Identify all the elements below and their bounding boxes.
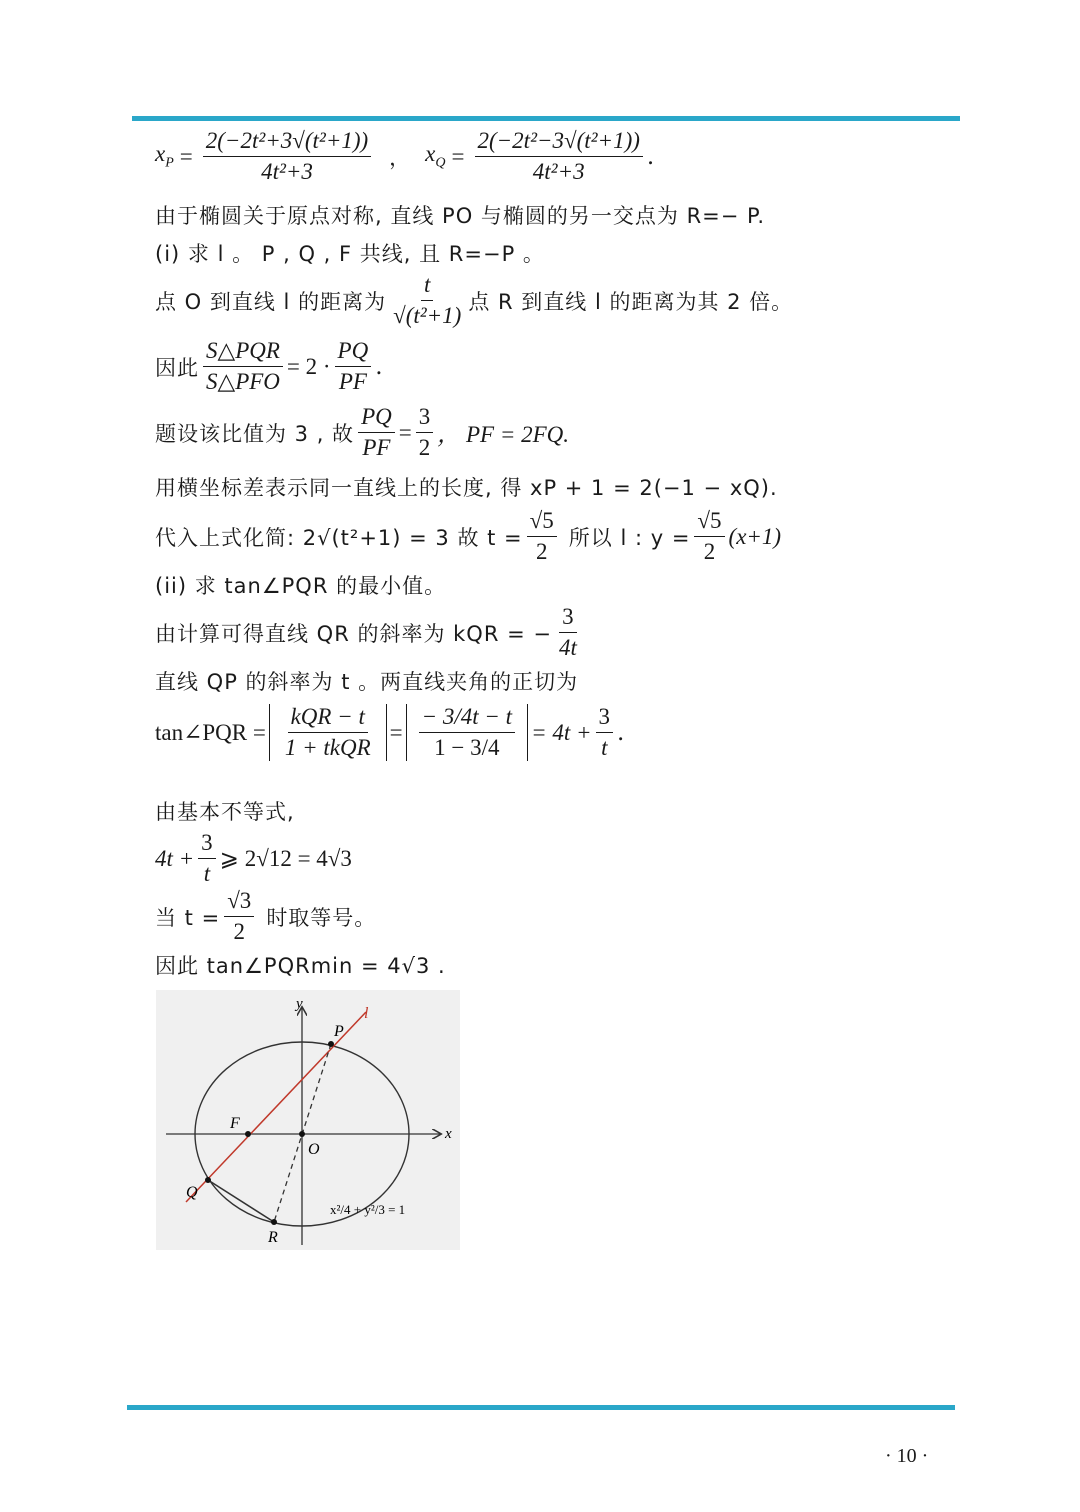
line-l [186, 1012, 366, 1202]
ellipse-equation: x²/4 + y²/3 = 1 [330, 1202, 406, 1217]
pq-pf-fraction: $\frac{PQ}{PF}$ [335, 338, 372, 395]
ratio-three-line: 题设该比值为 3 , 故 $\frac{PQ}{PF}$ = $\frac{3}{2}$ ， PF = 2FQ. [155, 404, 569, 460]
ellipse-figure [156, 990, 460, 1250]
part-i-heading: (i) 求 l 。 P , Q , F 共线, 且 R=−P 。 [155, 242, 545, 266]
t-value-fraction: $\frac{√5}{2}$ [527, 508, 557, 565]
point-o [299, 1131, 305, 1137]
top-rule [132, 116, 960, 121]
area-ratio-line: 因此 $\frac{\text{S△PQR}}{\text{S△PFO}}$ = 2 · $\frac{PQ}{PF}$ . [155, 338, 383, 394]
tan-fraction-2: $\frac{- 3/4t - t}{1 - 3/4}$ [419, 704, 515, 761]
slope-qr-fraction: $\frac{3}{4t}$ [558, 604, 577, 660]
distance-fraction: $\frac{t}{\text{√(t²+1)}}$ [393, 272, 462, 328]
tan-formula-line: tan∠PQR = $\frac{\text{kQR − t}}{\text{1 + tkQR}}$ = $\frac{- 3/4t - t}{1 - 3/4}$ = 4t + $\frac{3}{t}$ . [155, 704, 625, 760]
part-ii-heading: (ii) 求 tan∠PQR 的最小值。 [155, 574, 447, 598]
point-r [271, 1219, 277, 1225]
slope-qr-line: 由计算可得直线 QR 的斜率为 kQR = − $\frac{3}{4t}$ [155, 604, 584, 661]
am-gm-heading: 由基本不等式, [155, 800, 295, 824]
slope-fraction: $\frac{√5}{2}$ [694, 508, 724, 565]
point-q [205, 1177, 211, 1183]
xq-denominator: 4t²+3 [532, 159, 585, 184]
xp-fraction [203, 128, 371, 185]
xp-xq-line: $x_P$ = $\frac{\text{2(−2t²+3√(t²+1))}}{\text{4t²+3}}$ ， $x_Q$ = $\frac{\text{2(−2t²−3√(t²+1))}}{\text{4t²+3}}$ . [155, 128, 655, 184]
abscissa-line: 用横坐标差表示同一直线上的长度, 得 xP + 1 = 2(−1 − xQ). [155, 476, 778, 500]
label-l: l [364, 1005, 369, 1022]
area-ratio-fraction: $\frac{\text{S△PQR}}{\text{S△PFO}}$ [203, 338, 283, 395]
point-f [245, 1131, 251, 1137]
three-halves-fraction: $\frac{3}{2}$ [416, 404, 434, 461]
solve-t-line: 代入上式化简: 2√(t²+1) = 3 故 t = $\frac{√5}{2}$ 所以 l : y = $\frac{√5}{2}$ (x+1) [155, 508, 782, 564]
xp-numerator: 2(−2t²+3√(t²+1)) [203, 128, 371, 157]
page-number: · 10 · [885, 1445, 929, 1467]
symmetry-line: 由于椭圆关于原点对称, 直线 PO 与椭圆的另一交点为 R=− P. [155, 204, 766, 228]
comma: ， [389, 145, 412, 170]
xq-fraction [475, 128, 643, 185]
xp-symbol: $x_P$ [155, 141, 174, 171]
point-p [328, 1041, 334, 1047]
segment-qr [208, 1180, 274, 1222]
conclusion-line: 因此 tan∠PQRmin = 4√3 . [155, 954, 446, 978]
label-f: F [230, 1115, 240, 1132]
equality-fraction: $\frac{√3}{2}$ [224, 888, 254, 945]
abs-value-2 [406, 704, 528, 761]
tan-fraction-1: $\frac{\text{kQR − t}}{\text{1 + tkQR}}$ [284, 704, 371, 760]
inequality-line: 4t + $\frac{3}{t}$ ⩾ 2√12 = 4√3 [155, 830, 352, 886]
label-y: y [296, 996, 303, 1012]
ellipse-diagram [156, 990, 460, 1250]
label-q: Q [186, 1184, 198, 1201]
ineq-fraction: $\frac{3}{t}$ [198, 830, 216, 887]
slope-qp-line: 直线 QP 的斜率为 t 。两直线夹角的正切为 [155, 670, 579, 694]
xp-denominator: 4t²+3 [261, 159, 313, 184]
distance-line: 点 O 到直线 l 的距离为 $\frac{t}{\text{√(t²+1)}}$ 点 R 到直线 l 的距离为其 2 倍。 [155, 272, 794, 328]
xq-numerator: 2(−2t²−3√(t²+1)) [475, 128, 643, 157]
label-r: R [268, 1229, 278, 1246]
label-p: P [334, 1023, 344, 1040]
abs-value-1 [269, 704, 387, 761]
three-over-t-fraction: $\frac{3}{t}$ [596, 704, 614, 761]
xq-symbol: $x_Q$ [425, 141, 446, 171]
equality-case-line: 当 t = $\frac{√3}{2}$ 时取等号。 [155, 888, 377, 944]
pq-pf-fraction-2: $\frac{PQ}{PF}$ [358, 404, 395, 461]
label-o: O [308, 1141, 320, 1158]
bottom-rule [127, 1405, 955, 1410]
label-x: x [445, 1126, 452, 1142]
